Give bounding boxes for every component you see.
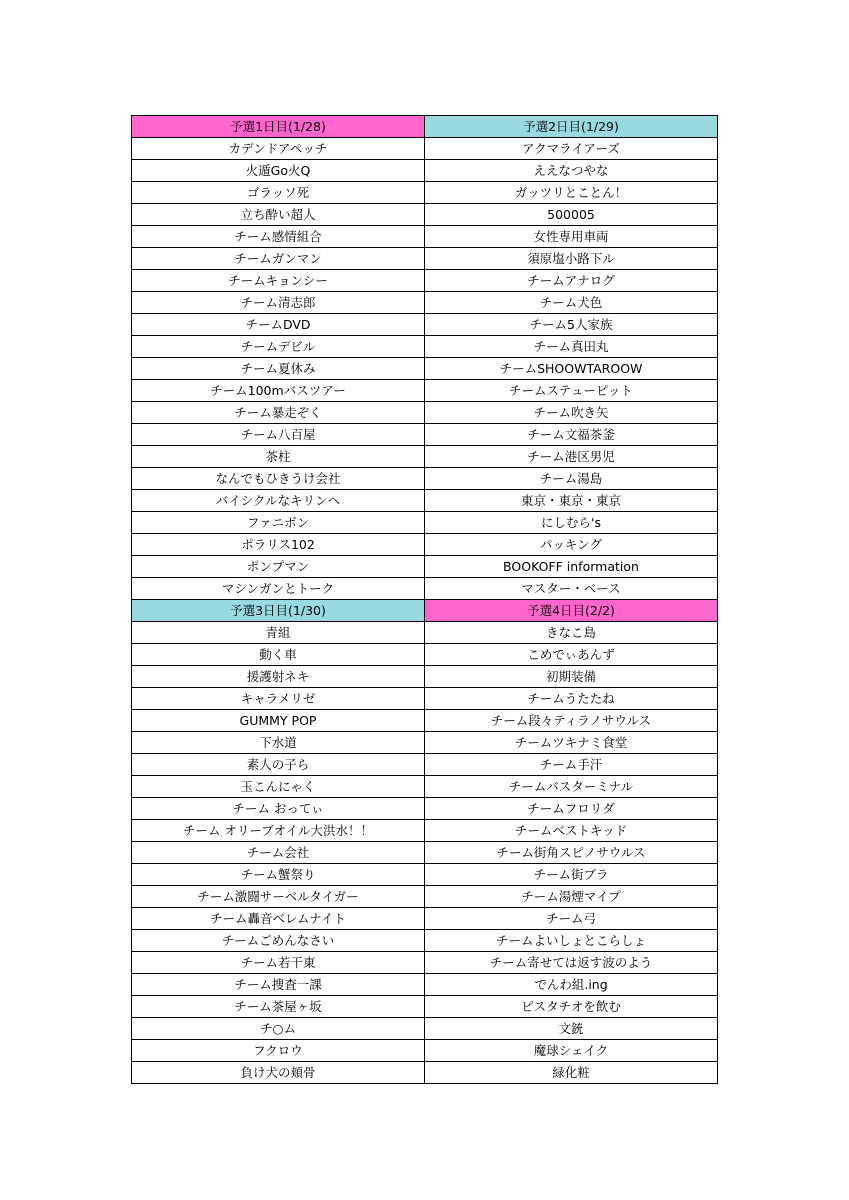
table-row	[132, 424, 718, 446]
team-name-cell: チーム街ブラ	[425, 864, 718, 886]
team-name-cell: マスター・ベース	[425, 578, 718, 600]
team-name-cell: 青組	[132, 622, 425, 644]
team-name-cell: チーム湯煙マイプ	[425, 886, 718, 908]
table-row	[132, 798, 718, 820]
table-row	[132, 512, 718, 534]
team-name-cell: チーム湯島	[425, 468, 718, 490]
team-name-cell: チーム捜査一課	[132, 974, 425, 996]
team-name-cell: にしむら's	[425, 512, 718, 534]
team-name-cell: 火遁Go火Q	[132, 160, 425, 182]
team-name-cell: パッキング	[425, 534, 718, 556]
day-header-left: 予選1日目(1/28)	[132, 116, 425, 138]
table-row	[132, 534, 718, 556]
team-name-cell: 文銃	[425, 1018, 718, 1040]
table-row	[132, 952, 718, 974]
table-row	[132, 908, 718, 930]
team-name-cell: チーム会社	[132, 842, 425, 864]
team-name-cell: ファニボン	[132, 512, 425, 534]
table-row	[132, 446, 718, 468]
team-name-cell: チームDVD	[132, 314, 425, 336]
team-name-cell: チーム暴走ぞく	[132, 402, 425, 424]
team-name-cell: なんでもひきうけ会社	[132, 468, 425, 490]
team-list-body	[132, 116, 718, 1084]
table-row	[132, 314, 718, 336]
table-row	[132, 182, 718, 204]
table-row	[132, 622, 718, 644]
table-row	[132, 776, 718, 798]
team-name-cell: チーム真田丸	[425, 336, 718, 358]
team-name-cell: 玉こんにゃく	[132, 776, 425, 798]
team-name-cell: チーム寄せては返す波のよう	[425, 952, 718, 974]
team-name-cell: チーム手汗	[425, 754, 718, 776]
team-name-cell: ポラリス102	[132, 534, 425, 556]
team-name-cell: チーム感情組合	[132, 226, 425, 248]
team-name-cell: チームステューピット	[425, 380, 718, 402]
table-row	[132, 996, 718, 1018]
day-header-right: 予選2日目(1/29)	[425, 116, 718, 138]
team-name-cell: チーム弓	[425, 908, 718, 930]
table-row	[132, 380, 718, 402]
team-name-cell: チーム段々ティラノサウルス	[425, 710, 718, 732]
team-name-cell: ゴラッソ死	[132, 182, 425, 204]
team-name-cell: ガッツリとことん！	[425, 182, 718, 204]
team-name-cell: カデンドアペッチ	[132, 138, 425, 160]
team-name-cell: チーム若干東	[132, 952, 425, 974]
table-row	[132, 842, 718, 864]
team-name-cell: チームベストキッド	[425, 820, 718, 842]
team-name-cell: 須原塩小路下ル	[425, 248, 718, 270]
team-name-cell: マシンガンとトーク	[132, 578, 425, 600]
team-name-cell: 動く車	[132, 644, 425, 666]
table-row	[132, 292, 718, 314]
team-list-table	[131, 115, 718, 1084]
team-name-cell: チーム オリーブオイル大洪水！！	[132, 820, 425, 842]
team-name-cell: チームよいしょとこらしょ	[425, 930, 718, 952]
table-row	[132, 204, 718, 226]
team-name-cell: BOOKOFF information	[425, 556, 718, 578]
team-name-cell: 魔球シェイク	[425, 1040, 718, 1062]
team-name-cell: アクマライアーズ	[425, 138, 718, 160]
table-row	[132, 732, 718, 754]
table-row	[132, 336, 718, 358]
team-name-cell: チーム100mバスツアー	[132, 380, 425, 402]
table-row	[132, 886, 718, 908]
team-name-cell: チームアナログ	[425, 270, 718, 292]
team-name-cell: チームキョンシー	[132, 270, 425, 292]
team-name-cell: 援護射ネキ	[132, 666, 425, 688]
table-row	[132, 930, 718, 952]
table-row	[132, 1040, 718, 1062]
team-name-cell: チーム蟹祭り	[132, 864, 425, 886]
day-header-right: 予選4日目(2/2)	[425, 600, 718, 622]
team-name-cell: チーム文福茶釜	[425, 424, 718, 446]
team-name-cell: ええなつやな	[425, 160, 718, 182]
team-name-cell: ポンプマン	[132, 556, 425, 578]
table-row	[132, 226, 718, 248]
team-name-cell: こめでぃあんず	[425, 644, 718, 666]
table-row	[132, 644, 718, 666]
table-row	[132, 1018, 718, 1040]
team-name-cell: ピスタチオを飲む	[425, 996, 718, 1018]
table-row	[132, 468, 718, 490]
team-name-cell: チームうたたね	[425, 688, 718, 710]
team-name-cell: バイシクルなキリンヘ	[132, 490, 425, 512]
team-name-cell: チーム八百屋	[132, 424, 425, 446]
team-name-cell: チームガンマン	[132, 248, 425, 270]
table-row	[132, 578, 718, 600]
team-name-cell: 東京・東京・東京	[425, 490, 718, 512]
table-row	[132, 270, 718, 292]
team-name-cell: チ○ム	[132, 1018, 425, 1040]
team-name-cell: フクロウ	[132, 1040, 425, 1062]
team-name-cell: チーム港区男児	[425, 446, 718, 468]
table-row	[132, 556, 718, 578]
header-row	[132, 600, 718, 622]
team-name-cell: キャラメリゼ	[132, 688, 425, 710]
table-row	[132, 864, 718, 886]
table-row	[132, 248, 718, 270]
team-name-cell: でんわ組.ing	[425, 974, 718, 996]
team-name-cell: チーム轟音ベレムナイト	[132, 908, 425, 930]
header-row	[132, 116, 718, 138]
team-name-cell: 負け犬の頬骨	[132, 1062, 425, 1084]
table-row	[132, 402, 718, 424]
team-name-cell: チーム街角スピノサウルス	[425, 842, 718, 864]
team-name-cell: GUMMY POP	[132, 710, 425, 732]
team-name-cell: 下水道	[132, 732, 425, 754]
table-row	[132, 138, 718, 160]
table-row	[132, 1062, 718, 1084]
team-name-cell: 初期装備	[425, 666, 718, 688]
team-name-cell: チームバスターミナル	[425, 776, 718, 798]
team-name-cell: チーム清志郎	[132, 292, 425, 314]
team-name-cell: チーム激闘サーベルタイガー	[132, 886, 425, 908]
team-name-cell: 茶柱	[132, 446, 425, 468]
team-name-cell: チーム犬色	[425, 292, 718, 314]
team-name-cell: チームデビル	[132, 336, 425, 358]
team-name-cell: チーム茶屋ヶ坂	[132, 996, 425, 1018]
team-name-cell: 素人の子ら	[132, 754, 425, 776]
team-name-cell: 緑化粧	[425, 1062, 718, 1084]
team-name-cell: チーム5人家族	[425, 314, 718, 336]
team-name-cell: 500005	[425, 204, 718, 226]
day-header-left: 予選3日目(1/30)	[132, 600, 425, 622]
table-row	[132, 820, 718, 842]
table-row	[132, 974, 718, 996]
team-name-cell: チームフロリダ	[425, 798, 718, 820]
team-name-cell: 女性専用車両	[425, 226, 718, 248]
table-row	[132, 754, 718, 776]
team-name-cell: 立ち酔い超人	[132, 204, 425, 226]
team-name-cell: チームごめんなさい	[132, 930, 425, 952]
table-row	[132, 710, 718, 732]
team-name-cell: チーム おってぃ	[132, 798, 425, 820]
team-name-cell: チーム夏休み	[132, 358, 425, 380]
team-name-cell: チーム吹き矢	[425, 402, 718, 424]
table-row	[132, 666, 718, 688]
team-name-cell: チームツキナミ食堂	[425, 732, 718, 754]
team-name-cell: チームSHOOWTAROOW	[425, 358, 718, 380]
table-row	[132, 358, 718, 380]
table-row	[132, 490, 718, 512]
team-name-cell: きなこ島	[425, 622, 718, 644]
table-row	[132, 688, 718, 710]
table-row	[132, 160, 718, 182]
